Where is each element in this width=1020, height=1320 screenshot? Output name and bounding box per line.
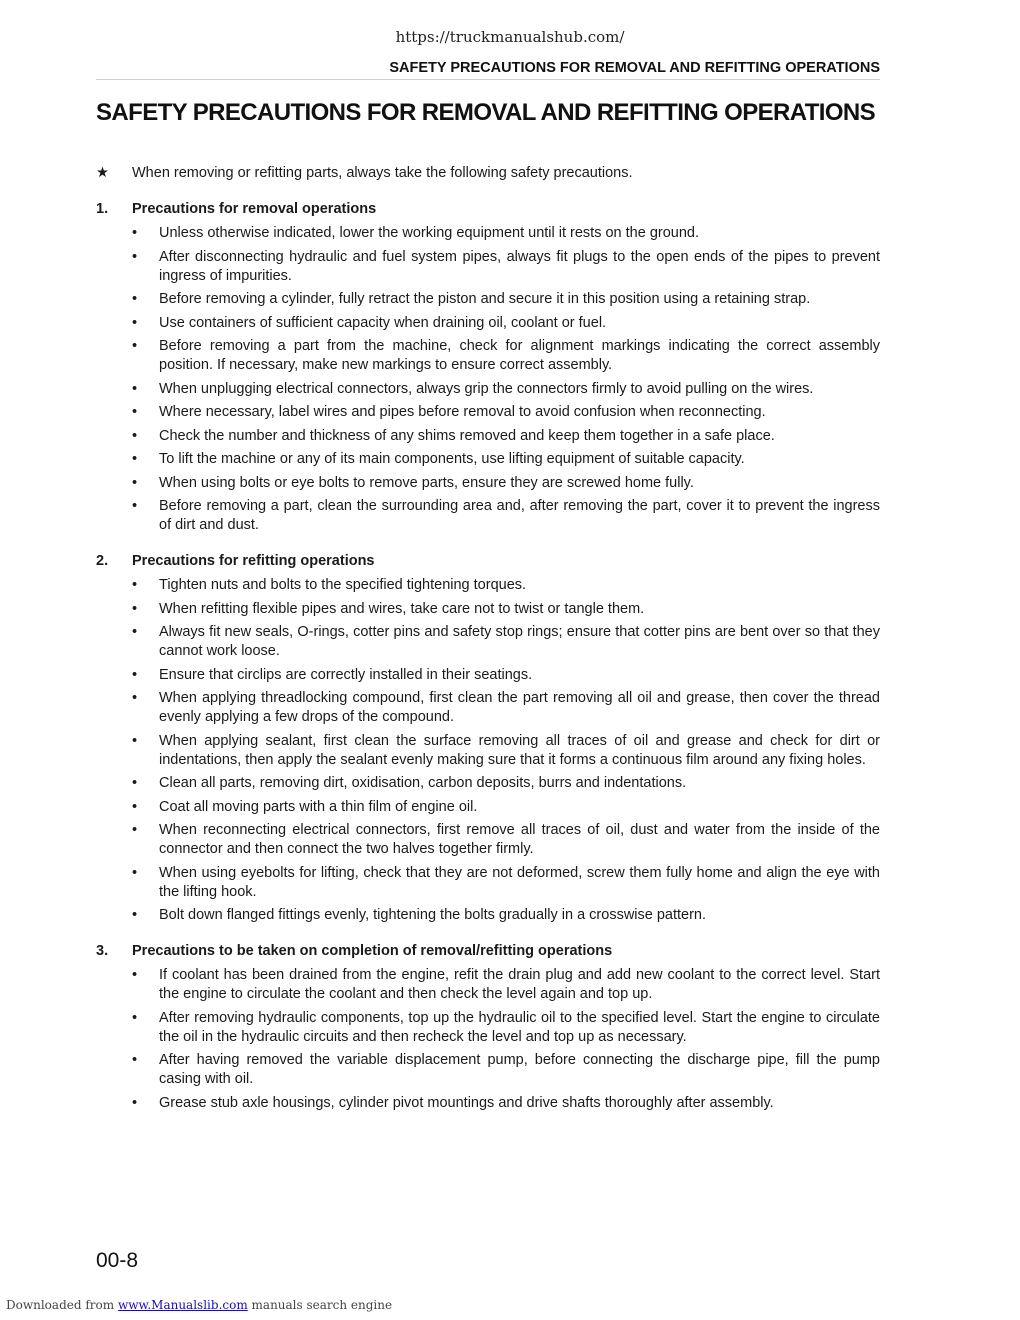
bullet-icon: •: [132, 404, 138, 420]
intro-note: [96, 164, 880, 183]
list-item: [132, 864, 880, 902]
header-divider: [96, 79, 880, 80]
bullet-icon: •: [132, 338, 138, 354]
list-item: [132, 380, 880, 399]
list-item-text: After removing hydraulic components, top up the hydraulic oil to the specified level. Start the engine to circulate the oil in the hydraulic circuits and then recheck the level and top up as necessary.: [159, 1009, 880, 1045]
list-item: [132, 966, 880, 1004]
list-item: [132, 576, 880, 595]
section-number: 1.: [96, 201, 109, 217]
list-item-text: Where necessary, label wires and pipes before removal to avoid confusion when reconnecting.: [159, 404, 766, 420]
list-item-text: When applying threadlocking compound, first clean the part removing all oil and grease, then cover the thread evenly applying a few drops of the compound.: [159, 690, 880, 725]
list-item-text: When applying sealant, first clean the surface removing all traces of oil and grease and check for dirt or indentations, then apply the sealant evenly making sure that it forms a continuous film around any fixing holes.: [159, 732, 880, 768]
section-heading: [96, 942, 880, 961]
star-icon: ★: [96, 165, 109, 181]
list-item: [132, 248, 880, 286]
bullet-icon: •: [132, 314, 138, 331]
footer: [6, 1298, 392, 1312]
section-number: 2.: [96, 553, 109, 569]
list-item: [132, 1051, 880, 1089]
bullet-icon: •: [132, 732, 138, 749]
section-heading-text: Precautions to be taken on completion of removal/refitting operations: [132, 943, 613, 959]
sections-list: [96, 200, 880, 1113]
list-item-text: Before removing a part from the machine, check for alignment markings indicating the correct assembly position. If necessary, make new markings to ensure correct assembly.: [159, 338, 880, 373]
list-item-text: Check the number and thickness of any shims removed and keep them together in a safe place.: [159, 427, 775, 444]
bullet-icon: •: [132, 1094, 138, 1111]
section-heading-text: Precautions for removal operations: [132, 201, 377, 217]
list-item: [132, 798, 880, 817]
list-item: [132, 1094, 880, 1113]
footer-suffix: manuals search engine: [251, 1298, 393, 1312]
bullet-icon: •: [132, 1009, 138, 1026]
list-item-text: When unplugging electrical connectors, always grip the connectors firmly to avoid pulling on the wires.: [159, 380, 814, 397]
list-item-text: If coolant has been drained from the engine, refit the drain plug and add new coolant to the correct level. Start the engine to circulate the coolant and then check the level again and top up.: [159, 967, 880, 1002]
section: [96, 200, 880, 535]
bullet-icon: •: [132, 624, 138, 640]
list-item-text: Clean all parts, removing dirt, oxidisation, carbon deposits, burrs and indentations.: [159, 775, 687, 791]
list-item-text: To lift the machine or any of its main components, use lifting equipment of suitable capacity.: [159, 451, 745, 467]
bullet-icon: •: [132, 666, 138, 683]
precaution-list: [96, 224, 880, 535]
bullet-icon: •: [132, 498, 138, 514]
list-item: [132, 450, 880, 469]
list-item: [132, 774, 880, 793]
list-item: [132, 600, 880, 619]
list-item: [132, 474, 880, 493]
list-item-text: Ensure that circlips are correctly installed in their seatings.: [159, 666, 533, 683]
list-item: [132, 666, 880, 685]
bullet-icon: •: [132, 380, 138, 397]
list-item-text: When using bolts or eye bolts to remove parts, ensure they are screwed home fully.: [159, 474, 694, 491]
page-number: 00-8: [96, 1249, 139, 1272]
bullet-icon: •: [132, 798, 138, 815]
list-item: [132, 290, 880, 309]
bullet-icon: •: [132, 864, 138, 881]
list-item: [132, 224, 880, 243]
list-item-text: Bolt down flanged fittings evenly, tightening the bolts gradually in a crosswise pattern.: [159, 907, 707, 923]
list-item-text: Unless otherwise indicated, lower the working equipment until it rests on the ground.: [159, 225, 700, 241]
bullet-icon: •: [132, 822, 138, 838]
intro-text: When removing or refitting parts, always take the following safety precautions.: [132, 165, 633, 181]
bullet-icon: •: [132, 600, 138, 617]
bullet-icon: •: [132, 291, 138, 307]
precaution-list: [96, 576, 880, 925]
list-item: [132, 403, 880, 422]
section: [96, 942, 880, 1113]
running-header: SAFETY PRECAUTIONS FOR REMOVAL AND REFITTING OPERATIONS: [389, 60, 880, 76]
list-item: [132, 623, 880, 661]
list-item-text: After disconnecting hydraulic and fuel system pipes, always fit plugs to the open ends of the pipes to prevent ingress of impurities.: [159, 248, 880, 284]
list-item-text: Always fit new seals, O-rings, cotter pins and safety stop rings; ensure that cotter pins are bent over so that they cannot work loose.: [159, 624, 880, 659]
list-item: [132, 689, 880, 727]
list-item: [132, 427, 880, 446]
bullet-icon: •: [132, 967, 138, 983]
section-heading-text: Precautions for refitting operations: [132, 553, 375, 569]
list-item-text: When reconnecting electrical connectors, first remove all traces of oil, dust and water from the inside of the connector and then connect the two halves together firmly.: [159, 822, 880, 857]
bullet-icon: •: [132, 577, 138, 593]
bullet-icon: •: [132, 474, 138, 491]
list-item-text: Before removing a cylinder, fully retract the piston and secure it in this position using a retaining strap.: [159, 291, 811, 307]
list-item-text: Use containers of sufficient capacity when draining oil, coolant or fuel.: [159, 314, 607, 331]
bullet-icon: •: [132, 451, 138, 467]
footer-prefix: Downloaded from: [6, 1298, 115, 1312]
list-item: [132, 1009, 880, 1047]
page-title: SAFETY PRECAUTIONS FOR REMOVAL AND REFITTING OPERATIONS: [96, 99, 876, 126]
list-item-text: Tighten nuts and bolts to the specified tightening torques.: [159, 577, 527, 593]
bullet-icon: •: [132, 1052, 138, 1068]
section-number: 3.: [96, 943, 109, 959]
precaution-list: [96, 966, 880, 1113]
bullet-icon: •: [132, 248, 138, 265]
list-item: [132, 732, 880, 770]
section-heading: [96, 552, 880, 571]
bullet-icon: •: [132, 775, 138, 791]
document-body: [96, 164, 880, 1130]
list-item: [132, 906, 880, 925]
section: [96, 552, 880, 925]
bullet-icon: •: [132, 225, 138, 241]
manualslib-link[interactable]: www.Manualslib.com: [117, 1298, 248, 1312]
bullet-icon: •: [132, 427, 138, 444]
section-heading: [96, 200, 880, 219]
list-item-text: When refitting flexible pipes and wires, take care not to twist or tangle them.: [159, 600, 645, 617]
list-item-text: When using eyebolts for lifting, check that they are not deformed, screw them fully home and align the eye with the lifting hook.: [159, 864, 880, 900]
list-item-text: Grease stub axle housings, cylinder pivot mountings and drive shafts thoroughly after assembly.: [159, 1094, 774, 1111]
url-header: https://truckmanualshub.com/: [395, 28, 625, 46]
list-item: [132, 314, 880, 333]
list-item: [132, 337, 880, 375]
list-item: [132, 497, 880, 535]
bullet-icon: •: [132, 690, 138, 706]
list-item-text: After having removed the variable displacement pump, before connecting the discharge pipe, fill the pump casing with oil.: [159, 1052, 880, 1087]
list-item: [132, 821, 880, 859]
list-item-text: Before removing a part, clean the surrounding area and, after removing the part, cover it to prevent the ingress of dirt and dust.: [159, 498, 880, 533]
list-item-text: Coat all moving parts with a thin film of engine oil.: [159, 798, 478, 815]
bullet-icon: •: [132, 907, 138, 923]
